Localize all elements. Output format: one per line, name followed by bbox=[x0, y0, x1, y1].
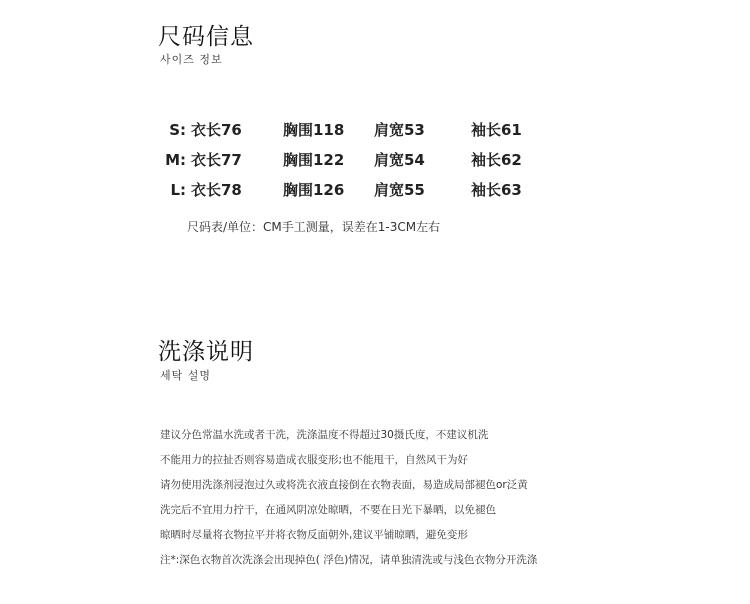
size-info-title: 尺码信息 bbox=[158, 24, 254, 50]
wash-instructions-subtitle: 세탁 설명 bbox=[160, 369, 212, 382]
chest-value: 胸围126 bbox=[283, 181, 345, 199]
size-label: M: bbox=[165, 151, 186, 169]
length-value: 衣长76 bbox=[191, 121, 242, 139]
sleeve-value: 袖长62 bbox=[471, 151, 522, 169]
wash-instruction-line: 晾晒时尽量将衣物拉平并将衣物反面朝外,建议平铺晾晒，避免变形 bbox=[160, 529, 468, 541]
shoulder-value: 肩宽54 bbox=[374, 151, 425, 169]
chest-value: 胸围122 bbox=[283, 151, 345, 169]
size-info-subtitle: 사이즈 정보 bbox=[160, 53, 223, 66]
wash-instruction-line: 请勿使用洗涤剂浸泡过久或将洗衣液直接倒在衣物表面，易造成局部褪色or泛黄 bbox=[160, 479, 528, 491]
shoulder-value: 肩宽53 bbox=[374, 121, 425, 139]
shoulder-value: 肩宽55 bbox=[374, 181, 425, 199]
wash-instruction-line: 洗完后不宜用力拧干，在通风阴凉处晾晒，不要在日光下暴晒，以免褪色 bbox=[160, 504, 496, 516]
sleeve-value: 袖长63 bbox=[471, 181, 522, 199]
wash-instruction-line: 不能用力的拉扯否则容易造成衣服变形;也不能甩干，自然风干为好 bbox=[160, 454, 469, 466]
size-label: S: bbox=[169, 121, 186, 139]
wash-instructions-title: 洗涤说明 bbox=[158, 339, 254, 365]
length-value: 衣长77 bbox=[191, 151, 242, 169]
chest-value: 胸围118 bbox=[283, 121, 345, 139]
wash-instruction-line: 注*:深色衣物首次洗涤会出现掉色( 浮色)情况，请单独清洗或与浅色衣物分开洗涤 bbox=[160, 554, 538, 566]
size-measurement-note: 尺码表/单位：CM手工测量，误差在1-3CM左右 bbox=[187, 220, 441, 234]
length-value: 衣长78 bbox=[191, 181, 242, 199]
sleeve-value: 袖长61 bbox=[471, 121, 522, 139]
wash-instruction-line: 建议分色常温水洗或者干洗，洗涤温度不得超过30摄氏度，不建议机洗 bbox=[160, 429, 489, 441]
size-label: L: bbox=[170, 181, 186, 199]
